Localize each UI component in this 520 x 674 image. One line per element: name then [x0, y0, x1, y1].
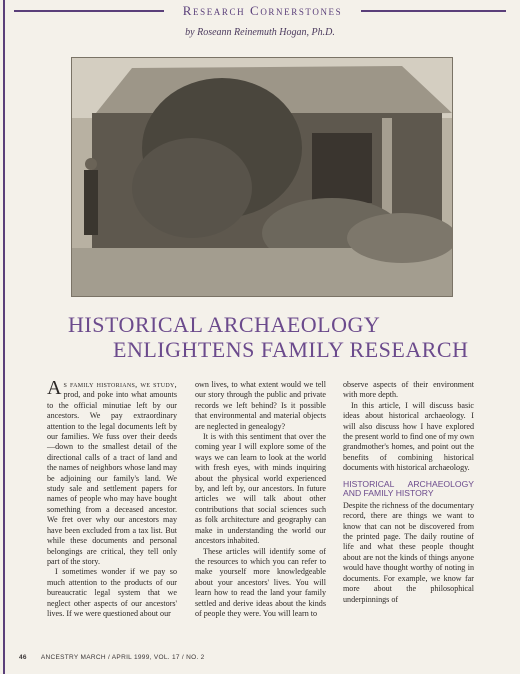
section-title: Research Cornerstones: [182, 3, 343, 18]
page-number: 46: [19, 654, 27, 661]
paragraph: observe aspects of their environment with more depth.: [343, 380, 474, 400]
text-column-1: [47, 377, 177, 619]
paragraph: Despite the richness of the documentary record, there are things we want to know that can not be discovered from the printed page. The daily routine of life and what these people thought about are not the kinds of things anyone would have thought worthy of noting in documents. For example, we know far more about the philosophical underpinnings of: [343, 500, 474, 604]
issue-info: ANCESTRY MARCH / APRIL 1999, VOL. 17 / NO. 2: [40, 654, 205, 661]
house-photograph: [71, 57, 453, 297]
text-column-2: [195, 380, 326, 619]
article-title-line-2: ENLIGHTENS FAMILY RESEARCH: [113, 337, 469, 362]
article-title-line-1: HISTORICAL ARCHAEOLOGY: [68, 312, 381, 337]
author-byline: by Roseann Reinemuth Hogan, Ph.D.: [185, 27, 335, 38]
section-subhead: HISTORICAL ARCHAEOLOGY AND FAMILY HISTORY: [343, 478, 474, 499]
paragraph: These articles will identify some of the resources to which you can refer to make yourself more knowledgeable about your ancestors' lives. You will learn how to read the land your family settled and derive ideas about the kinds of people they were. You will learn to: [195, 546, 326, 618]
lead-in: s family historians, we study,: [63, 380, 177, 389]
page-footer: [19, 654, 205, 661]
paragraph: In this article, I will discuss basic ideas about historical archaeology. I will also discuss how I have explored the present world to find one of my own grandmother's homes, and point out the benefits of combining historical documents with historical archaeology.: [343, 400, 474, 473]
paragraph: It is with this sentiment that over the coming year I will explore some of the ways we can learn to look at the world with fresh eyes, with minds inquiring about the physical world experienced by, and left by, our ancestors. In future articles we will talk about other contributions that social sciences such as folk architecture and geography can make in understanding the world our ancestors inhabited.: [195, 432, 326, 546]
paragraph: [47, 377, 177, 567]
paragraph-text: prod, and poke into what amounts to the official minutiae left by our ancestors. We pay extraordinary attention to the legal documents left by our families. We fuss over their deeds—down to the smallest detail of the directional calls of a tract of land and the names of neighbors whose land may be adjoining our family's land. We study sale and settlement papers for names of people who may have bought something from a deceased ancestor. We fret over why our ancestors may have been excluded from a tax list. But while these documents and personal belongings are critical, they tell only part of the story.: [47, 390, 177, 566]
text-column-3: [343, 380, 474, 605]
header-rule-left: [14, 10, 164, 12]
photo-illustration: [72, 58, 452, 296]
drop-cap: A: [47, 377, 62, 399]
paragraph: I sometimes wonder if we pay so much attention to the products of our bureaucratic legal system that we neglect other aspects of our ancestors' lives. If we were questioned about our: [47, 567, 177, 618]
left-margin-rule: [3, 0, 5, 674]
paragraph: own lives, to what extent would we tell our story through the public and private records we left behind? Is it possible that environmental and material objects are neglected in genealogy?: [195, 380, 326, 431]
header-rule-right: [361, 10, 506, 12]
